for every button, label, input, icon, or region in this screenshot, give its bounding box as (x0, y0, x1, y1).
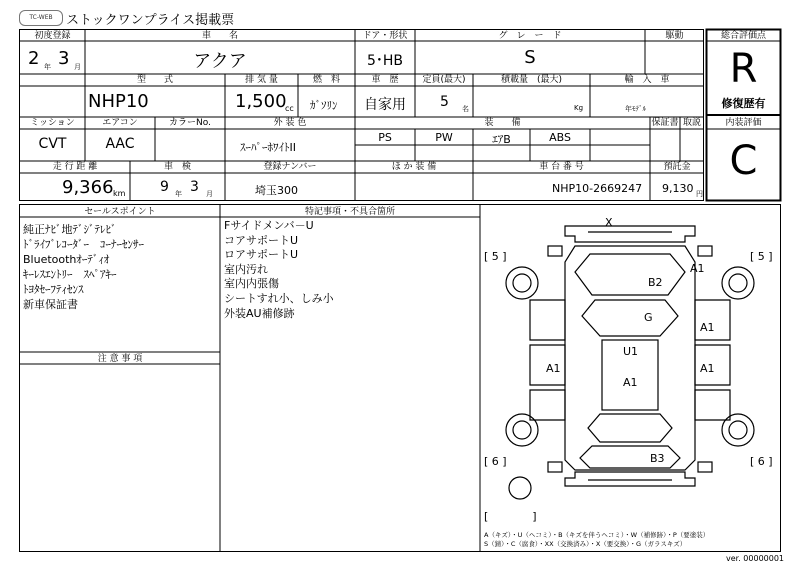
sales-points-list (23, 222, 144, 312)
list-item: 室内内張傷 (224, 277, 279, 291)
bracket-6-right: [ 6 ] (750, 455, 773, 468)
bracket-6-left: [ 6 ] (484, 455, 507, 468)
persons-unit: 名 (462, 105, 469, 113)
drive-label: 駆動 (665, 31, 684, 41)
plate: 埼玉300 (255, 184, 298, 197)
mark-x: X (605, 216, 613, 229)
mark-a1-top-right: A1 (690, 262, 705, 275)
list-item: コアサポートU (224, 233, 299, 247)
interior-grade: C (729, 138, 758, 184)
mark-g: G (644, 311, 653, 324)
aircon: AAC (105, 136, 135, 152)
list-item: 室内汚れ (224, 262, 268, 276)
mission: CVT (38, 136, 67, 152)
deposit: 9,130 (662, 182, 694, 195)
insp-year: 9 (160, 179, 169, 195)
interior-grade-label: 内装評価 (725, 118, 762, 128)
list-item: シートすれ小、しみ小 (224, 291, 334, 305)
list-item: 新車保証書 (23, 298, 78, 311)
damage-legend (484, 531, 709, 549)
car-name: アクア (193, 51, 247, 72)
overall-grade-label: 総合評価点 (720, 31, 766, 41)
import-label: 輸 入 車 (624, 75, 670, 85)
deposit-label: 預託金 (663, 162, 691, 172)
list-item: Bluetoothｵｰﾃﾞｨｵ (23, 253, 110, 266)
history: 自家用 (364, 97, 406, 113)
fuel-label: 燃 料 (312, 75, 340, 85)
company-logo: TC-WEB (19, 10, 63, 26)
grade: S (524, 47, 536, 68)
yen-unit: 円 (696, 190, 703, 198)
plate-label: 登録ナンバー (263, 162, 317, 172)
ext-color: ｽｰﾊﾟｰﾎﾜｲﾄII (240, 141, 296, 154)
month-unit: 月 (74, 63, 81, 71)
mark-a1-left: A1 (546, 362, 561, 375)
list-item: 外装AU補修跡 (224, 306, 295, 320)
insp-month: 3 (190, 179, 199, 195)
reg-year: 2 (28, 48, 40, 69)
mark-a1-right-1: A1 (700, 321, 715, 334)
car-name-label: 車 名 (201, 31, 238, 41)
year-unit: 年 (44, 63, 51, 71)
equipment-label: 装 備 (484, 118, 521, 128)
mark-b2: B2 (648, 276, 663, 289)
mark-a1-right-2: A1 (700, 362, 715, 375)
displacement: 1,500 (235, 91, 287, 112)
km-unit: km (113, 189, 126, 198)
door-shape: 5･HB (366, 53, 404, 69)
capacity-label: 定員(最大) (422, 75, 466, 85)
manual-label: 取説 (682, 118, 701, 128)
load-label: 積載量 (最大) (500, 75, 563, 85)
sales-points-label: セールスポイント (84, 207, 156, 217)
displacement-label: 排 気 量 (245, 75, 278, 85)
notes-label: 特記事項・不具合箇所 (304, 207, 395, 217)
list-item: Fサイドメンバ－U (224, 219, 314, 232)
warranty-label: 保証書 (651, 118, 679, 128)
mark-b3: B3 (650, 452, 665, 465)
list-item: ﾄﾖﾀｾｰﾌﾃｨｾﾝｽ (23, 283, 84, 296)
grade-label: グ レ ー ド (498, 31, 562, 41)
equip-abs: ABS (549, 131, 571, 144)
mark-a1-center: A1 (623, 376, 638, 389)
list-item: ｷｰﾚｽｴﾝﾄﾘｰ ｽﾍﾟｱｷｰ (23, 268, 117, 281)
insp-month-unit: 月 (206, 190, 213, 198)
list-item: ロアサポートU (224, 248, 299, 262)
door-shape-label: ドア・形状 (362, 31, 408, 41)
equip-airbag: ｴｱB (492, 133, 511, 146)
reg-month: 3 (58, 48, 70, 69)
color-no-label: カラーNo. (169, 118, 211, 128)
overall-grade: R (729, 46, 758, 92)
chassis-label: 車 台 番 号 (539, 162, 584, 172)
bracket-5-right: [ 5 ] (750, 250, 773, 263)
model-year-unit: 年ﾓﾃﾞﾙ (625, 105, 646, 113)
cc-unit: cc (285, 104, 294, 113)
overall-grade-sub: 修復歴有 (721, 97, 766, 110)
mission-label: ミッション (30, 118, 75, 128)
legend-line: S（錆）・C（腐食）・XX（交換済み）・X（要交換）・G（ガラスキズ） (484, 540, 687, 548)
history-label: 車 歴 (371, 75, 399, 85)
other-equip-label: ほ か 装 備 (391, 162, 437, 172)
first-reg-label: 初度登録 (34, 31, 71, 41)
ext-color-label: 外 装 色 (273, 118, 307, 128)
capacity: 5 (440, 94, 449, 110)
bracket-blank: [ ] (484, 510, 537, 523)
equip-pw: PW (435, 131, 453, 144)
equip-ps: PS (378, 131, 392, 144)
chassis-number: NHP10-2669247 (552, 182, 643, 195)
model: NHP10 (88, 91, 149, 112)
list-item: 純正ﾅﾋﾞ地ﾃﾞｼﾞﾃﾚﾋﾞ (23, 223, 117, 236)
aircon-label: エアコン (102, 118, 138, 128)
notes-list (224, 219, 334, 321)
legend-line: A（キズ）・U（ヘコミ）・B（キズを伴うヘコミ）・W（補修跡）・P（要塗装） (484, 531, 710, 539)
kg-unit: Kg (574, 104, 584, 112)
caution-label: 注 意 事 項 (97, 354, 143, 364)
mark-u1: U1 (623, 345, 639, 358)
model-label: 型 式 (136, 75, 173, 85)
fuel: ｶﾞｿﾘﾝ (310, 99, 338, 112)
inspection-label: 車 検 (163, 162, 191, 172)
mileage: 9,366 (62, 177, 114, 198)
mileage-label: 走 行 距 離 (52, 162, 98, 172)
version-label: ver. 00000001 (726, 554, 785, 563)
bracket-5-left: [ 5 ] (484, 250, 507, 263)
list-item: ﾄﾞﾗｲﾌﾞﾚｺｰﾀﾞｰ ｺｰﾅｰｾﾝｻｰ (23, 238, 144, 251)
insp-year-unit: 年 (175, 190, 182, 198)
page-title: ストックワンプライス掲載票 (66, 13, 235, 28)
